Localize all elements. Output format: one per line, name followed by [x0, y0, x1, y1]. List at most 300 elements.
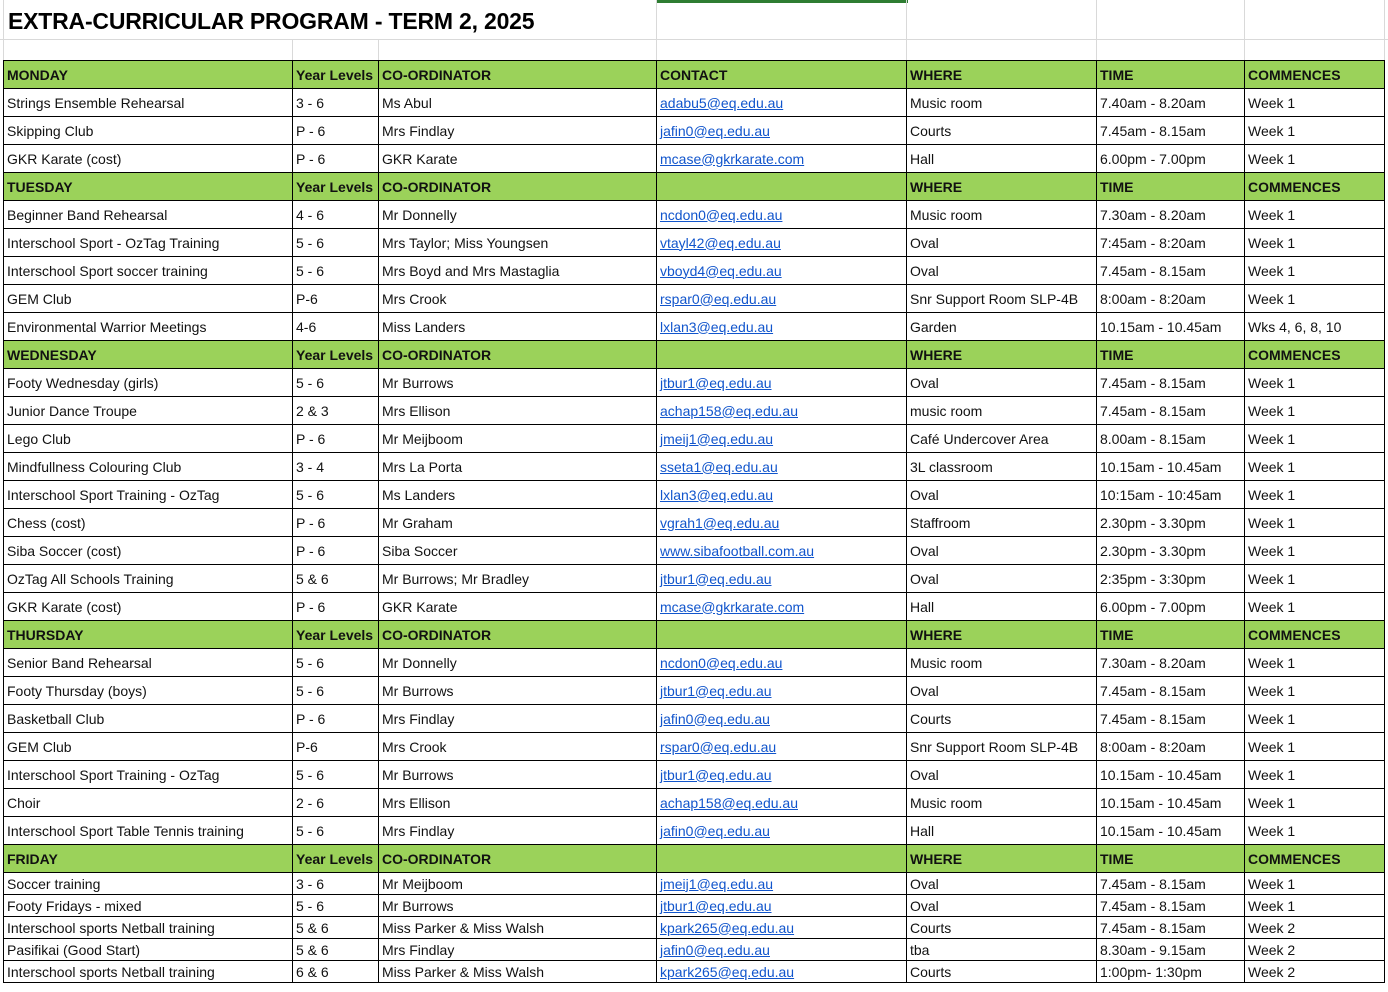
selected-column-indicator — [656, 0, 908, 3]
cell-year-levels[interactable]: 5 & 6 — [293, 917, 379, 939]
cell-contact[interactable] — [657, 453, 907, 481]
cell-commences[interactable]: Week 1 — [1245, 649, 1385, 677]
header-coordinator[interactable]: CO-ORDINATOR — [379, 845, 657, 873]
cell-commences[interactable]: Week 1 — [1245, 789, 1385, 817]
cell-year-levels[interactable]: P - 6 — [293, 537, 379, 565]
cell-contact[interactable] — [657, 817, 907, 845]
cell-coordinator[interactable]: Mr Graham — [379, 509, 657, 537]
cell-coordinator[interactable]: Mr Meijboom — [379, 873, 657, 895]
table-row — [4, 509, 1385, 537]
cell-year-levels[interactable]: 3 - 4 — [293, 453, 379, 481]
cell-where[interactable]: Oval — [907, 895, 1097, 917]
cell-contact[interactable] — [657, 593, 907, 621]
table-row — [4, 873, 1385, 895]
cell-activity[interactable]: Interschool sports Netball training — [4, 917, 293, 939]
cell-activity[interactable]: Footy Fridays - mixed — [4, 895, 293, 917]
cell-time[interactable]: 7.45am - 8.15am — [1097, 705, 1245, 733]
gridline — [1244, 0, 1245, 60]
cell-where[interactable]: Oval — [907, 369, 1097, 397]
cell-coordinator[interactable]: GKR Karate — [379, 593, 657, 621]
cell-year-levels[interactable]: 5 - 6 — [293, 257, 379, 285]
contact-link[interactable]: jtbur1@eq.edu.au — [660, 897, 772, 914]
header-coordinator[interactable]: CO-ORDINATOR — [379, 173, 657, 201]
header-time[interactable]: TIME — [1097, 61, 1245, 89]
cell-time[interactable]: 7:45am - 8:20am — [1097, 229, 1245, 257]
cell-coordinator[interactable]: Mrs Findlay — [379, 117, 657, 145]
cell-coordinator[interactable]: Mr Donnelly — [379, 201, 657, 229]
cell-where[interactable]: Oval — [907, 873, 1097, 895]
cell-year-levels[interactable]: 3 - 6 — [293, 873, 379, 895]
cell-year-levels[interactable]: 3 - 6 — [293, 89, 379, 117]
cell-commences[interactable]: Week 1 — [1245, 509, 1385, 537]
cell-commences[interactable]: Week 1 — [1245, 117, 1385, 145]
cell-year-levels[interactable]: P - 6 — [293, 509, 379, 537]
cell-contact[interactable] — [657, 677, 907, 705]
contact-link[interactable]: vgrah1@eq.edu.au — [660, 514, 780, 531]
contact-link[interactable]: vboyd4@eq.edu.au — [660, 262, 782, 279]
table-row — [4, 537, 1385, 565]
header-contact[interactable]: CONTACT — [657, 61, 907, 89]
cell-contact[interactable] — [657, 939, 907, 961]
cell-year-levels[interactable]: P - 6 — [293, 705, 379, 733]
header-coordinator[interactable]: CO-ORDINATOR — [379, 341, 657, 369]
cell-year-levels[interactable]: 2 - 6 — [293, 789, 379, 817]
cell-commences[interactable]: Week 1 — [1245, 733, 1385, 761]
cell-activity[interactable]: Interschool Sport Training - OzTag — [4, 761, 293, 789]
contact-link[interactable]: mcase@gkrkarate.com — [660, 150, 805, 167]
contact-link[interactable]: rspar0@eq.edu.au — [660, 738, 777, 755]
cell-coordinator[interactable]: Miss Landers — [379, 313, 657, 341]
cell-time[interactable]: 7.45am - 8.15am — [1097, 117, 1245, 145]
cell-contact[interactable] — [657, 285, 907, 313]
contact-link[interactable]: jafin0@eq.edu.au — [660, 122, 770, 139]
cell-time[interactable]: 10.15am - 10.45am — [1097, 313, 1245, 341]
header-year-levels[interactable]: Year Levels — [293, 621, 379, 649]
cell-where[interactable]: Courts — [907, 961, 1097, 983]
cell-commences[interactable]: Wks 4, 6, 8, 10 — [1245, 313, 1385, 341]
cell-coordinator[interactable]: Mrs Ellison — [379, 397, 657, 425]
cell-coordinator[interactable]: Mrs Crook — [379, 285, 657, 313]
cell-time[interactable]: 10:15am - 10:45am — [1097, 481, 1245, 509]
cell-commences[interactable]: Week 1 — [1245, 873, 1385, 895]
cell-coordinator[interactable]: Mr Burrows — [379, 895, 657, 917]
cell-commences[interactable]: Week 1 — [1245, 481, 1385, 509]
cell-contact[interactable] — [657, 789, 907, 817]
table-row — [4, 481, 1385, 509]
contact-link[interactable]: jafin0@eq.edu.au — [660, 710, 770, 727]
header-contact[interactable] — [657, 341, 907, 369]
cell-activity[interactable]: Chess (cost) — [4, 509, 293, 537]
cell-time[interactable]: 7.45am - 8.15am — [1097, 873, 1245, 895]
cell-coordinator[interactable]: Mrs Ellison — [379, 789, 657, 817]
table-row — [4, 397, 1385, 425]
cell-activity[interactable]: Skipping Club — [4, 117, 293, 145]
contact-link[interactable]: jtbur1@eq.edu.au — [660, 374, 772, 391]
cell-contact[interactable] — [657, 705, 907, 733]
cell-activity[interactable]: Lego Club — [4, 425, 293, 453]
header-where[interactable]: WHERE — [907, 621, 1097, 649]
cell-year-levels[interactable]: 4 - 6 — [293, 201, 379, 229]
cell-time[interactable]: 2.30pm - 3.30pm — [1097, 509, 1245, 537]
cell-commences[interactable]: Week 1 — [1245, 895, 1385, 917]
cell-contact[interactable] — [657, 117, 907, 145]
cell-time[interactable]: 8.00am - 8.15am — [1097, 425, 1245, 453]
cell-coordinator[interactable]: Miss Parker & Miss Walsh — [379, 961, 657, 983]
cell-where[interactable]: Courts — [907, 117, 1097, 145]
contact-link[interactable]: rspar0@eq.edu.au — [660, 290, 777, 307]
table-row — [4, 895, 1385, 917]
cell-where[interactable]: Music room — [907, 649, 1097, 677]
cell-contact[interactable] — [657, 917, 907, 939]
cell-year-levels[interactable]: 6 & 6 — [293, 961, 379, 983]
cell-time[interactable]: 7.45am - 8.15am — [1097, 917, 1245, 939]
header-time[interactable]: TIME — [1097, 341, 1245, 369]
cell-contact[interactable] — [657, 369, 907, 397]
cell-time[interactable]: 6.00pm - 7.00pm — [1097, 145, 1245, 173]
cell-where[interactable]: Courts — [907, 705, 1097, 733]
cell-coordinator[interactable]: Mr Meijboom — [379, 425, 657, 453]
contact-link[interactable]: kpark265@eq.edu.au — [660, 919, 795, 936]
cell-commences[interactable]: Week 1 — [1245, 285, 1385, 313]
cell-commences[interactable]: Week 1 — [1245, 369, 1385, 397]
table-row — [4, 257, 1385, 285]
cell-contact[interactable] — [657, 537, 907, 565]
cell-time[interactable]: 10.15am - 10.45am — [1097, 761, 1245, 789]
cell-where[interactable]: Staffroom — [907, 509, 1097, 537]
cell-activity[interactable]: Choir — [4, 789, 293, 817]
cell-commences[interactable]: Week 1 — [1245, 761, 1385, 789]
cell-commences[interactable]: Week 1 — [1245, 201, 1385, 229]
contact-link[interactable]: www.sibafootball.com.au — [660, 542, 815, 559]
contact-link[interactable]: lxlan3@eq.edu.au — [660, 486, 774, 503]
cell-commences[interactable]: Week 2 — [1245, 939, 1385, 961]
cell-commences[interactable]: Week 1 — [1245, 705, 1385, 733]
cell-activity[interactable]: GEM Club — [4, 733, 293, 761]
cell-year-levels[interactable]: P-6 — [293, 285, 379, 313]
header-where[interactable]: WHERE — [907, 61, 1097, 89]
contact-link[interactable]: jtbur1@eq.edu.au — [660, 766, 772, 783]
cell-activity[interactable]: Basketball Club — [4, 705, 293, 733]
header-where[interactable]: WHERE — [907, 845, 1097, 873]
header-activity[interactable]: TUESDAY — [4, 173, 293, 201]
header-commences[interactable]: COMMENCES — [1245, 621, 1385, 649]
cell-activity[interactable]: Siba Soccer (cost) — [4, 537, 293, 565]
cell-time[interactable]: 7.45am - 8.15am — [1097, 677, 1245, 705]
cell-contact[interactable] — [657, 145, 907, 173]
contact-link[interactable]: lxlan3@eq.edu.au — [660, 318, 774, 335]
cell-time[interactable]: 8:00am - 8:20am — [1097, 285, 1245, 313]
cell-year-levels[interactable]: P - 6 — [293, 117, 379, 145]
header-commences[interactable]: COMMENCES — [1245, 845, 1385, 873]
cell-activity[interactable]: GKR Karate (cost) — [4, 145, 293, 173]
cell-contact[interactable] — [657, 649, 907, 677]
cell-year-levels[interactable]: 5 - 6 — [293, 677, 379, 705]
header-year-levels[interactable]: Year Levels — [293, 845, 379, 873]
cell-activity[interactable]: Mindfullness Colouring Club — [4, 453, 293, 481]
cell-activity[interactable]: Footy Thursday (boys) — [4, 677, 293, 705]
gridline — [656, 0, 657, 60]
cell-where[interactable]: Oval — [907, 229, 1097, 257]
cell-contact[interactable] — [657, 961, 907, 983]
cell-contact[interactable] — [657, 229, 907, 257]
cell-where[interactable]: Garden — [907, 313, 1097, 341]
contact-link[interactable]: ncdon0@eq.edu.au — [660, 206, 783, 223]
table-row — [4, 649, 1385, 677]
cell-where[interactable]: Oval — [907, 481, 1097, 509]
header-activity[interactable]: MONDAY — [4, 61, 293, 89]
cell-time[interactable]: 7.30am - 8.20am — [1097, 649, 1245, 677]
contact-link[interactable]: vtayl42@eq.edu.au — [660, 234, 781, 251]
section-header-row — [4, 61, 1385, 89]
cell-where[interactable]: Oval — [907, 565, 1097, 593]
cell-commences[interactable]: Week 2 — [1245, 917, 1385, 939]
cell-contact[interactable] — [657, 873, 907, 895]
cell-coordinator[interactable]: Mrs Findlay — [379, 817, 657, 845]
cell-activity[interactable]: Junior Dance Troupe — [4, 397, 293, 425]
cell-where[interactable]: music room — [907, 397, 1097, 425]
cell-time[interactable]: 2:35pm - 3:30pm — [1097, 565, 1245, 593]
cell-commences[interactable]: Week 1 — [1245, 537, 1385, 565]
cell-contact[interactable] — [657, 257, 907, 285]
contact-link[interactable]: adabu5@eq.edu.au — [660, 94, 784, 111]
cell-where[interactable]: Hall — [907, 817, 1097, 845]
table-row — [4, 369, 1385, 397]
table-row — [4, 425, 1385, 453]
cell-time[interactable]: 6.00pm - 7.00pm — [1097, 593, 1245, 621]
cell-year-levels[interactable]: 5 - 6 — [293, 817, 379, 845]
cell-commences[interactable]: Week 1 — [1245, 425, 1385, 453]
header-time[interactable]: TIME — [1097, 621, 1245, 649]
cell-activity[interactable]: Interschool Sport Table Tennis training — [4, 817, 293, 845]
cell-activity[interactable]: Soccer training — [4, 873, 293, 895]
cell-time[interactable]: 7.45am - 8.15am — [1097, 895, 1245, 917]
cell-activity[interactable]: Interschool Sport Training - OzTag — [4, 481, 293, 509]
cell-commences[interactable]: Week 1 — [1245, 257, 1385, 285]
cell-coordinator[interactable]: Siba Soccer — [379, 537, 657, 565]
cell-time[interactable]: 10.15am - 10.45am — [1097, 817, 1245, 845]
cell-where[interactable]: Music room — [907, 89, 1097, 117]
program-table — [3, 60, 1385, 983]
cell-time[interactable]: 7.45am - 8.15am — [1097, 257, 1245, 285]
cell-coordinator[interactable]: Ms Abul — [379, 89, 657, 117]
cell-commences[interactable]: Week 1 — [1245, 397, 1385, 425]
header-contact[interactable] — [657, 173, 907, 201]
cell-coordinator[interactable]: Miss Parker & Miss Walsh — [379, 917, 657, 939]
cell-time[interactable]: 8.30am - 9.15am — [1097, 939, 1245, 961]
contact-link[interactable]: jmeij1@eq.edu.au — [660, 875, 774, 892]
cell-commences[interactable]: Week 1 — [1245, 229, 1385, 257]
section-header-row — [4, 173, 1385, 201]
cell-coordinator[interactable]: Mr Burrows — [379, 369, 657, 397]
cell-activity[interactable]: Beginner Band Rehearsal — [4, 201, 293, 229]
cell-year-levels[interactable]: 5 - 6 — [293, 369, 379, 397]
contact-link[interactable]: jtbur1@eq.edu.au — [660, 570, 772, 587]
table-row — [4, 313, 1385, 341]
cell-contact[interactable] — [657, 397, 907, 425]
cell-coordinator[interactable]: Mr Donnelly — [379, 649, 657, 677]
cell-time[interactable]: 7.45am - 8.15am — [1097, 369, 1245, 397]
cell-year-levels[interactable]: 4-6 — [293, 313, 379, 341]
cell-contact[interactable] — [657, 313, 907, 341]
cell-coordinator[interactable]: Mr Burrows — [379, 761, 657, 789]
header-commences[interactable]: COMMENCES — [1245, 341, 1385, 369]
cell-activity[interactable]: Interschool Sport soccer training — [4, 257, 293, 285]
header-time[interactable]: TIME — [1097, 173, 1245, 201]
cell-activity[interactable]: Strings Ensemble Rehearsal — [4, 89, 293, 117]
cell-activity[interactable]: Interschool sports Netball training — [4, 961, 293, 983]
cell-commences[interactable]: Week 1 — [1245, 453, 1385, 481]
cell-contact[interactable] — [657, 201, 907, 229]
header-year-levels[interactable]: Year Levels — [293, 173, 379, 201]
section-header-row — [4, 845, 1385, 873]
table-row — [4, 961, 1385, 983]
cell-where[interactable]: 3L classroom — [907, 453, 1097, 481]
cell-commences[interactable]: Week 1 — [1245, 565, 1385, 593]
contact-link[interactable]: achap158@eq.edu.au — [660, 402, 798, 419]
table-row — [4, 229, 1385, 257]
cell-year-levels[interactable]: P - 6 — [293, 593, 379, 621]
cell-where[interactable]: Music room — [907, 201, 1097, 229]
cell-activity[interactable]: Interschool Sport - OzTag Training — [4, 229, 293, 257]
cell-where[interactable]: Oval — [907, 257, 1097, 285]
cell-time[interactable]: 2.30pm - 3.30pm — [1097, 537, 1245, 565]
cell-time[interactable]: 1:00pm- 1:30pm — [1097, 961, 1245, 983]
table-row — [4, 145, 1385, 173]
cell-year-levels[interactable]: 5 & 6 — [293, 939, 379, 961]
gridline — [292, 39, 293, 60]
cell-contact[interactable] — [657, 895, 907, 917]
cell-coordinator[interactable]: GKR Karate — [379, 145, 657, 173]
cell-where[interactable]: tba — [907, 939, 1097, 961]
cell-activity[interactable]: Pasifikai (Good Start) — [4, 939, 293, 961]
cell-contact[interactable] — [657, 761, 907, 789]
cell-commences[interactable]: Week 1 — [1245, 593, 1385, 621]
cell-activity[interactable]: GEM Club — [4, 285, 293, 313]
cell-coordinator[interactable]: Mrs Findlay — [379, 939, 657, 961]
cell-contact[interactable] — [657, 509, 907, 537]
cell-time[interactable]: 7.45am - 8.15am — [1097, 397, 1245, 425]
cell-where[interactable]: Oval — [907, 761, 1097, 789]
table-row — [4, 117, 1385, 145]
cell-coordinator[interactable]: Ms Landers — [379, 481, 657, 509]
cell-where[interactable]: Oval — [907, 537, 1097, 565]
cell-coordinator[interactable]: Mrs La Porta — [379, 453, 657, 481]
cell-activity[interactable]: GKR Karate (cost) — [4, 593, 293, 621]
cell-time[interactable]: 8:00am - 8:20am — [1097, 733, 1245, 761]
cell-time[interactable]: 10.15am - 10.45am — [1097, 453, 1245, 481]
cell-contact[interactable] — [657, 733, 907, 761]
cell-year-levels[interactable]: P - 6 — [293, 145, 379, 173]
cell-where[interactable]: Café Undercover Area — [907, 425, 1097, 453]
cell-activity[interactable]: Environmental Warrior Meetings — [4, 313, 293, 341]
header-coordinator[interactable]: CO-ORDINATOR — [379, 621, 657, 649]
table-row — [4, 201, 1385, 229]
cell-contact[interactable] — [657, 565, 907, 593]
cell-contact[interactable] — [657, 89, 907, 117]
cell-where[interactable]: Snr Support Room SLP-4B — [907, 733, 1097, 761]
contact-link[interactable]: jafin0@eq.edu.au — [660, 941, 770, 958]
cell-where[interactable]: Courts — [907, 917, 1097, 939]
header-contact[interactable] — [657, 621, 907, 649]
cell-year-levels[interactable]: P - 6 — [293, 425, 379, 453]
cell-where[interactable]: Oval — [907, 677, 1097, 705]
cell-coordinator[interactable]: Mrs Crook — [379, 733, 657, 761]
table-row — [4, 285, 1385, 313]
table-row — [4, 677, 1385, 705]
contact-link[interactable]: jafin0@eq.edu.au — [660, 822, 770, 839]
cell-time[interactable]: 7.30am - 8.20am — [1097, 201, 1245, 229]
cell-year-levels[interactable]: 5 & 6 — [293, 565, 379, 593]
cell-time[interactable]: 7.40am - 8.20am — [1097, 89, 1245, 117]
header-activity[interactable]: FRIDAY — [4, 845, 293, 873]
cell-where[interactable]: Snr Support Room SLP-4B — [907, 285, 1097, 313]
cell-commences[interactable]: Week 1 — [1245, 145, 1385, 173]
contact-link[interactable]: kpark265@eq.edu.au — [660, 963, 795, 980]
header-activity[interactable]: THURSDAY — [4, 621, 293, 649]
cell-contact[interactable] — [657, 481, 907, 509]
cell-coordinator[interactable]: Mr Burrows; Mr Bradley — [379, 565, 657, 593]
cell-year-levels[interactable]: 5 - 6 — [293, 761, 379, 789]
header-year-levels[interactable]: Year Levels — [293, 61, 379, 89]
gridline — [3, 0, 4, 60]
cell-year-levels[interactable]: 2 & 3 — [293, 397, 379, 425]
cell-commences[interactable]: Week 1 — [1245, 89, 1385, 117]
contact-link[interactable]: sseta1@eq.edu.au — [660, 458, 778, 475]
sheet-title[interactable]: EXTRA-CURRICULAR PROGRAM - TERM 2, 2025 — [8, 8, 535, 34]
contact-link[interactable]: jmeij1@eq.edu.au — [660, 430, 774, 447]
cell-where[interactable]: Hall — [907, 593, 1097, 621]
contact-link[interactable]: achap158@eq.edu.au — [660, 794, 798, 811]
table-row — [4, 733, 1385, 761]
cell-year-levels[interactable]: 5 - 6 — [293, 649, 379, 677]
header-where[interactable]: WHERE — [907, 341, 1097, 369]
cell-where[interactable]: Hall — [907, 145, 1097, 173]
header-commences[interactable]: COMMENCES — [1245, 173, 1385, 201]
cell-coordinator[interactable]: Mrs Taylor; Miss Youngsen — [379, 229, 657, 257]
cell-time[interactable]: 10.15am - 10.45am — [1097, 789, 1245, 817]
cell-activity[interactable]: OzTag All Schools Training — [4, 565, 293, 593]
cell-coordinator[interactable]: Mrs Findlay — [379, 705, 657, 733]
cell-activity[interactable]: Senior Band Rehearsal — [4, 649, 293, 677]
header-commences[interactable]: COMMENCES — [1245, 61, 1385, 89]
cell-year-levels[interactable]: 5 - 6 — [293, 229, 379, 257]
cell-where[interactable]: Music room — [907, 789, 1097, 817]
cell-coordinator[interactable]: Mr Burrows — [379, 677, 657, 705]
header-contact[interactable] — [657, 845, 907, 873]
header-coordinator[interactable]: CO-ORDINATOR — [379, 61, 657, 89]
header-where[interactable]: WHERE — [907, 173, 1097, 201]
cell-commences[interactable]: Week 1 — [1245, 677, 1385, 705]
table-row — [4, 705, 1385, 733]
cell-commences[interactable]: Week 1 — [1245, 817, 1385, 845]
cell-year-levels[interactable]: 5 - 6 — [293, 895, 379, 917]
contact-link[interactable]: ncdon0@eq.edu.au — [660, 654, 783, 671]
header-year-levels[interactable]: Year Levels — [293, 341, 379, 369]
section-header-row — [4, 621, 1385, 649]
contact-link[interactable]: mcase@gkrkarate.com — [660, 598, 805, 615]
header-time[interactable]: TIME — [1097, 845, 1245, 873]
header-activity[interactable]: WEDNESDAY — [4, 341, 293, 369]
cell-coordinator[interactable]: Mrs Boyd and Mrs Mastaglia — [379, 257, 657, 285]
cell-year-levels[interactable]: 5 - 6 — [293, 481, 379, 509]
table-row — [4, 939, 1385, 961]
gridline — [906, 0, 907, 60]
cell-activity[interactable]: Footy Wednesday (girls) — [4, 369, 293, 397]
cell-commences[interactable]: Week 2 — [1245, 961, 1385, 983]
contact-link[interactable]: jtbur1@eq.edu.au — [660, 682, 772, 699]
cell-year-levels[interactable]: P-6 — [293, 733, 379, 761]
cell-contact[interactable] — [657, 425, 907, 453]
